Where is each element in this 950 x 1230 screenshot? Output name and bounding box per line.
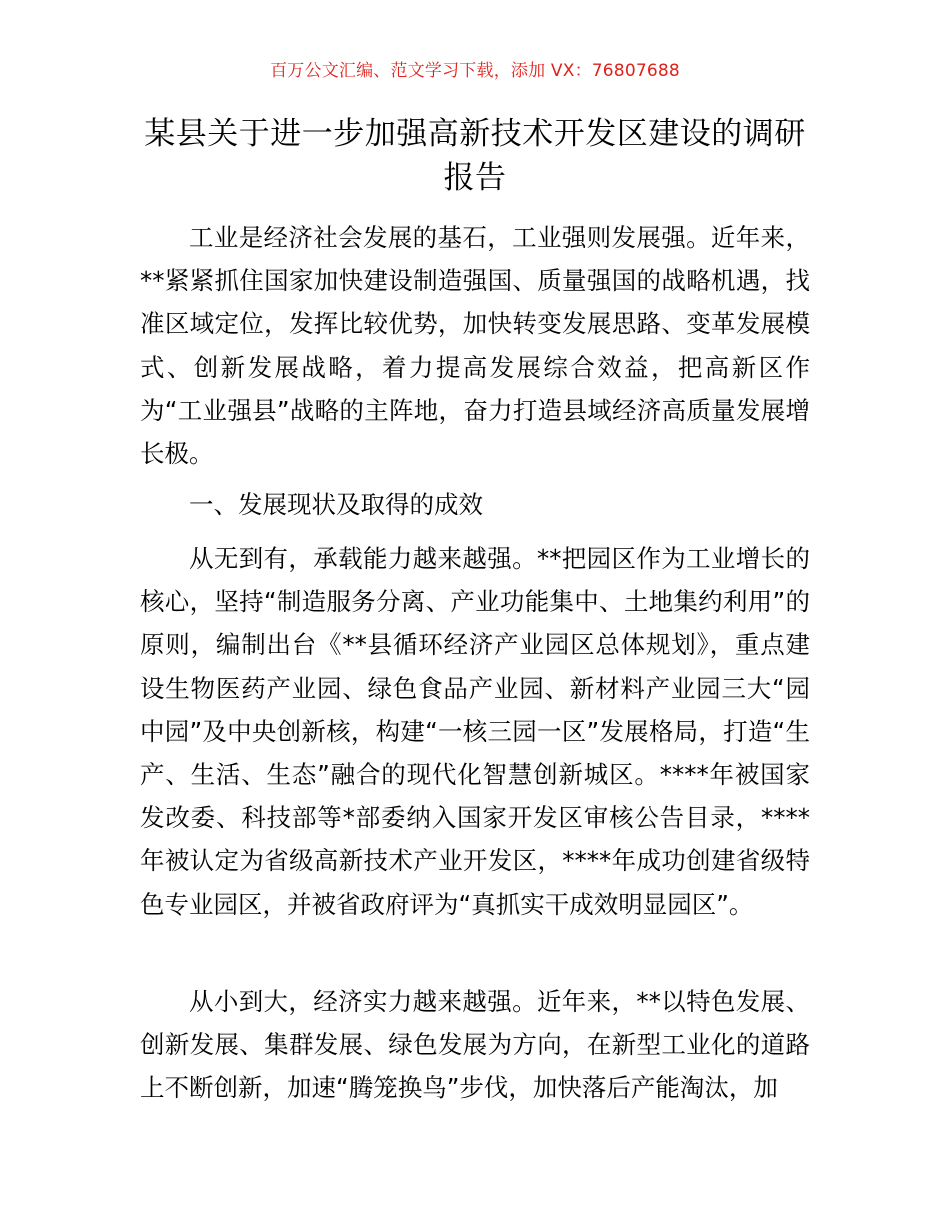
paragraph-3: 从小到大，经济实力越来越强。近年来，**以特色发展、创新发展、集群发展、绿色发展为方向，在新型工业化的道路上不断创新，加速“腾笼换鸟”步伐，加快落后产能淘汰，加 <box>140 987 810 1103</box>
header-watermark-note: 百万公文汇编、范文学习下载，添加 VX：76807688 <box>270 61 680 81</box>
section-heading-block <box>140 483 810 526</box>
paragraph-2-block <box>140 537 810 926</box>
paragraph-2: 从无到有，承载能力越来越强。**把园区作为工业增长的核心，坚持“制造服务分离、产业功能集中、土地集约利用”的原则，编制出台《**县循环经济产业园区总体规划》，重点建设生物医药产业园、绿色食品产业园、新材料产业园三大“园中园”及中央创新核，构建“一核三园一区”发展格局，打造“生产、生活、生态”融合的现代化智慧创新城区。****年被国家发改委、科技部等*部委纳入国家开发区审核公告目录，****年被认定为省级高新技术产业开发区，****年成功创建省级特色专业园区，并被省政府评为“真抓实干成效明显园区”。 <box>140 544 810 919</box>
intro-paragraph: 工业是经济社会发展的基石，工业强则发展强。近年来，**紧紧抓住国家加快建设制造强国、质量强国的战略机遇，找准区域定位，发挥比较优势，加快转变发展思路、变革发展模式、创新发展战略，着力提高发展综合效益，把高新区作为“工业强县”战略的主阵地，奋力打造县域经济高质量发展增长极。 <box>140 223 810 469</box>
document-title: 某县关于进一步加强高新技术开发区建设的调研报告 <box>144 116 806 196</box>
paragraph-3-block <box>140 980 810 1110</box>
intro-paragraph-block <box>140 216 810 475</box>
section-1-heading: 一、发展现状及取得的成效 <box>189 490 483 519</box>
